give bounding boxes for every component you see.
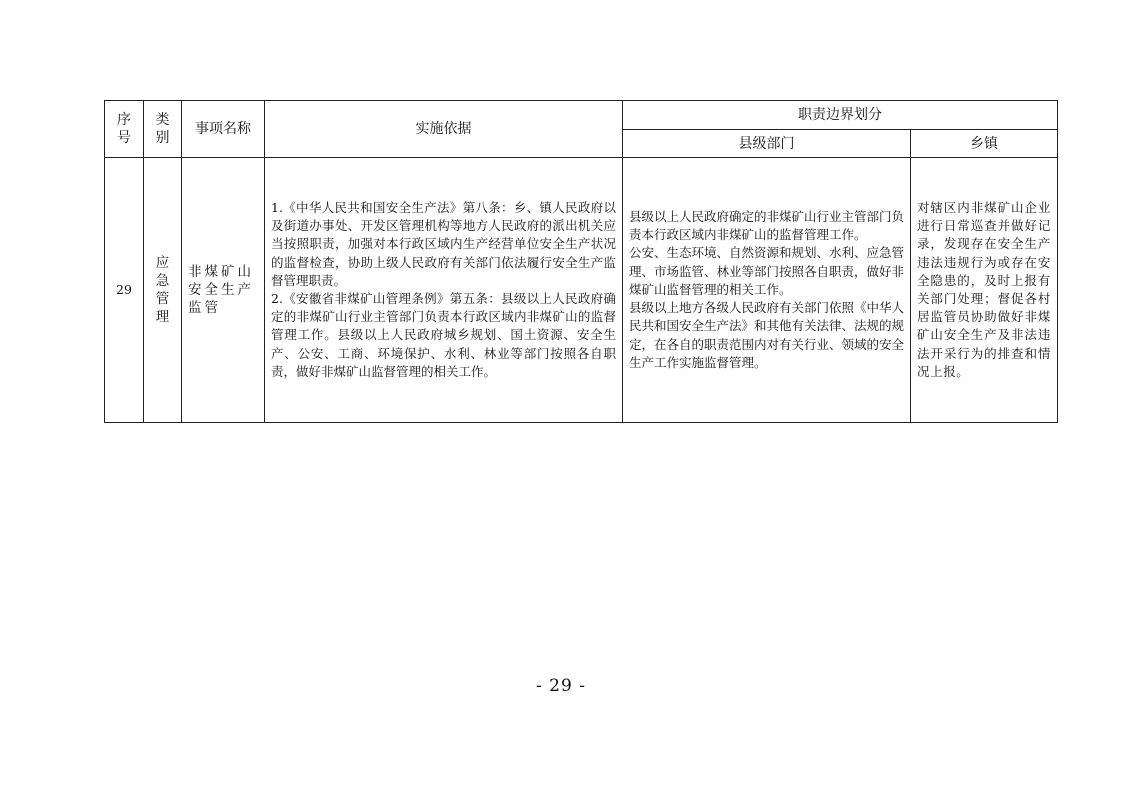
header-category: 类别 [144,101,182,158]
cell-item-name: 非煤矿山安全生产监管 [182,158,265,423]
cell-township: 对辖区内非煤矿山企业进行日常巡查并做好记录，发现存在安全生产违法违规行为或存在安全隐患的，及时上报有关部门处理；督促各村居监管员协助做好非煤矿山安全生产及非法违法开采行为的排查和情况上报。 [911,158,1058,423]
basis-clause: 2.《安徽省非煤矿山管理条例》第五条：县级以上人民政府确定的非煤矿山行业主管部门负责本行政区域内非煤矿山的监督管理工作。县级以上人民政府城乡规划、国土资源、安全生产、公安、工商、环境保护、水利、林业等部门按照各自职责，做好非煤矿山监督管理的相关工作。 [271,291,616,379]
header-county-dept: 县级部门 [623,130,911,158]
county-duty-paragraph: 县级以上人民政府确定的非煤矿山行业主管部门负责本行政区域内非煤矿山的监督管理工作。 [629,209,905,243]
header-basis: 实施依据 [265,101,623,158]
cell-basis [265,158,623,423]
county-duty-paragraph: 县级以上地方各级人民政府有关部门依照《中华人民共和国安全生产法》和其他有关法律、法规的规定，在各自的职责范围内对有关行业、领域的安全生产工作实施监督管理。 [629,300,905,370]
cell-seq: 29 [105,158,144,423]
page-number: - 29 - [536,676,586,696]
cell-category: 应急管理 [144,158,182,423]
county-duty-paragraph: 公安、生态环境、自然资源和规划、水利、应急管理、市场监管、林业等部门按照各自职责，做好非煤矿山监督管理的相关工作。 [629,245,905,297]
header-township: 乡镇 [911,130,1058,158]
cell-county-dept [623,158,911,423]
header-item-name: 事项名称 [182,101,265,158]
basis-clause: 1.《中华人民共和国安全生产法》第八条：乡、镇人民政府以及街道办事处、开发区管理机构等地方人民政府的派出机关应当按照职责，加强对本行政区域内生产经营单位安全生产状况的监督检查，协助上级人民政府有关部门依法履行安全生产监督管理职责。 [271,199,616,288]
header-duty-boundary: 职责边界划分 [623,101,1058,130]
header-seq: 序号 [105,101,144,158]
table-row [105,158,1058,423]
duty-boundary-table [104,100,1058,423]
